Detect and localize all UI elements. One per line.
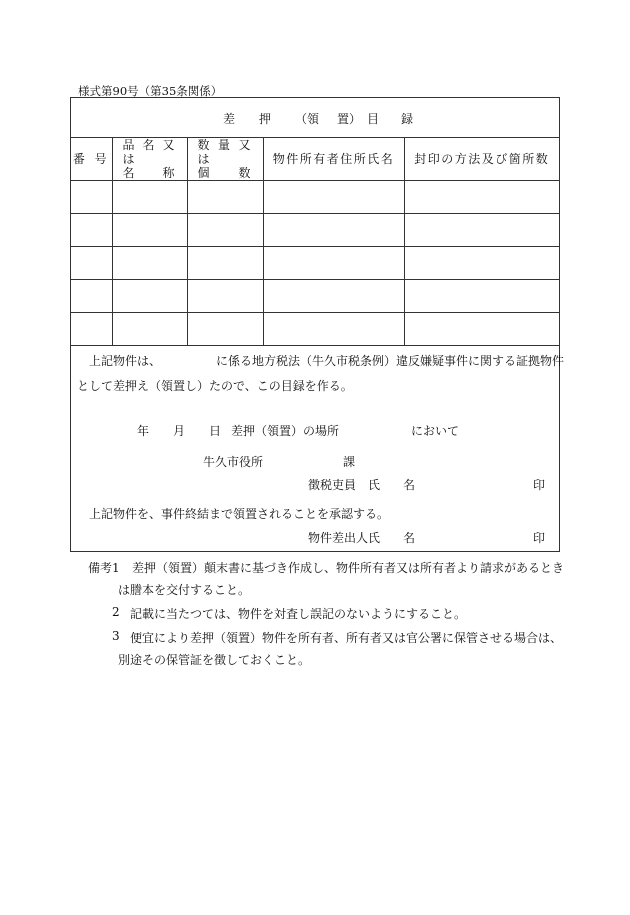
cell-number[interactable]: [71, 214, 112, 247]
cell-seal[interactable]: [404, 280, 559, 313]
statement-text: に係る地方税法（牛久市税条例）違反嫌疑事件に関する証拠物件: [216, 354, 565, 368]
cell-seal[interactable]: [404, 313, 559, 346]
header-seal-method: 封印の方法及び箇所数: [404, 138, 559, 181]
note-1-text: 差押（領置）顛末書に基づき作成し、物件所有者又は所有者より請求があるとき: [132, 561, 565, 575]
form-title: [71, 98, 559, 138]
cell-number[interactable]: [71, 181, 112, 214]
cell-number[interactable]: [71, 247, 112, 280]
cell-item[interactable]: [112, 280, 187, 313]
note-2-number: 2: [112, 605, 120, 619]
cell-item[interactable]: [112, 313, 187, 346]
cell-number[interactable]: [71, 280, 112, 313]
title-char: 置）: [337, 112, 362, 126]
seizure-place-suffix: において: [411, 424, 460, 438]
cell-owner[interactable]: [263, 280, 404, 313]
date-day-label: 日: [209, 424, 222, 438]
note-3-text: 便宜により差押（領置）物件を所有者、所有者又は官公署に保管させる場合は、: [130, 631, 563, 645]
title-char: 差: [223, 112, 236, 126]
inventory-table: [71, 138, 559, 346]
cell-number[interactable]: [71, 313, 112, 346]
note-2-text: 記載に当たつては、物件を対査し誤記のないようにすること。: [130, 607, 467, 621]
date-year-label: 年: [137, 424, 150, 438]
cell-seal[interactable]: [404, 214, 559, 247]
cell-quantity[interactable]: [187, 313, 263, 346]
cell-seal[interactable]: [404, 181, 559, 214]
note-3-number: 3: [112, 629, 120, 643]
header-number: 番 号: [71, 138, 112, 181]
table-row: [71, 181, 559, 214]
cell-owner[interactable]: [263, 247, 404, 280]
cell-item[interactable]: [112, 247, 187, 280]
submitter-label: 物件差出人氏: [308, 531, 381, 545]
cell-quantity[interactable]: [187, 181, 263, 214]
table-header-row: [71, 138, 559, 181]
submitter-name-label: 名: [403, 531, 416, 545]
officer-name-label: 名: [403, 478, 416, 492]
title-char: 目: [367, 112, 380, 126]
officer-label: 徴税吏員 氏: [308, 478, 381, 492]
table-row: [71, 247, 559, 280]
note-3-text: 別途その保管証を徴しておくこと。: [118, 653, 311, 667]
header-owner: 物件所有者住所氏名: [263, 138, 404, 181]
seizure-place-label: 差押（領置）の場所: [231, 424, 340, 438]
seal-mark: 印: [533, 531, 546, 545]
table-row: [71, 214, 559, 247]
cell-quantity[interactable]: [187, 247, 263, 280]
form-label: 様式第90号（第35条関係）: [78, 84, 223, 98]
statement-text: として差押え（領置し）たので、この目録を作る。: [77, 379, 353, 393]
cell-owner[interactable]: [263, 181, 404, 214]
table-row: [71, 280, 559, 313]
title-char: 押: [259, 112, 272, 126]
title-char: 録: [401, 112, 414, 126]
title-char: （領: [295, 112, 320, 126]
cell-quantity[interactable]: [187, 280, 263, 313]
consent-text: 上記物件を、事件終結まで領置されることを承認する。: [89, 507, 390, 521]
cell-owner[interactable]: [263, 313, 404, 346]
header-quantity: 数量又は 個 数: [187, 138, 263, 181]
cell-owner[interactable]: [263, 214, 404, 247]
note-1-label: 備考1: [88, 561, 120, 575]
cell-quantity[interactable]: [187, 214, 263, 247]
statement-text: 上記物件は、: [89, 354, 162, 368]
header-item-name: 品名又は 名 称: [112, 138, 187, 181]
seal-mark: 印: [533, 478, 546, 492]
cell-item[interactable]: [112, 181, 187, 214]
office-name: 牛久市役所: [203, 455, 264, 469]
note-1-text: は謄本を交付すること。: [118, 583, 251, 597]
inventory-form-frame: [70, 97, 565, 552]
section-label: 課: [343, 455, 356, 469]
table-row: [71, 313, 559, 346]
cell-item[interactable]: [112, 214, 187, 247]
cell-seal[interactable]: [404, 247, 559, 280]
date-month-label: 月: [173, 424, 186, 438]
